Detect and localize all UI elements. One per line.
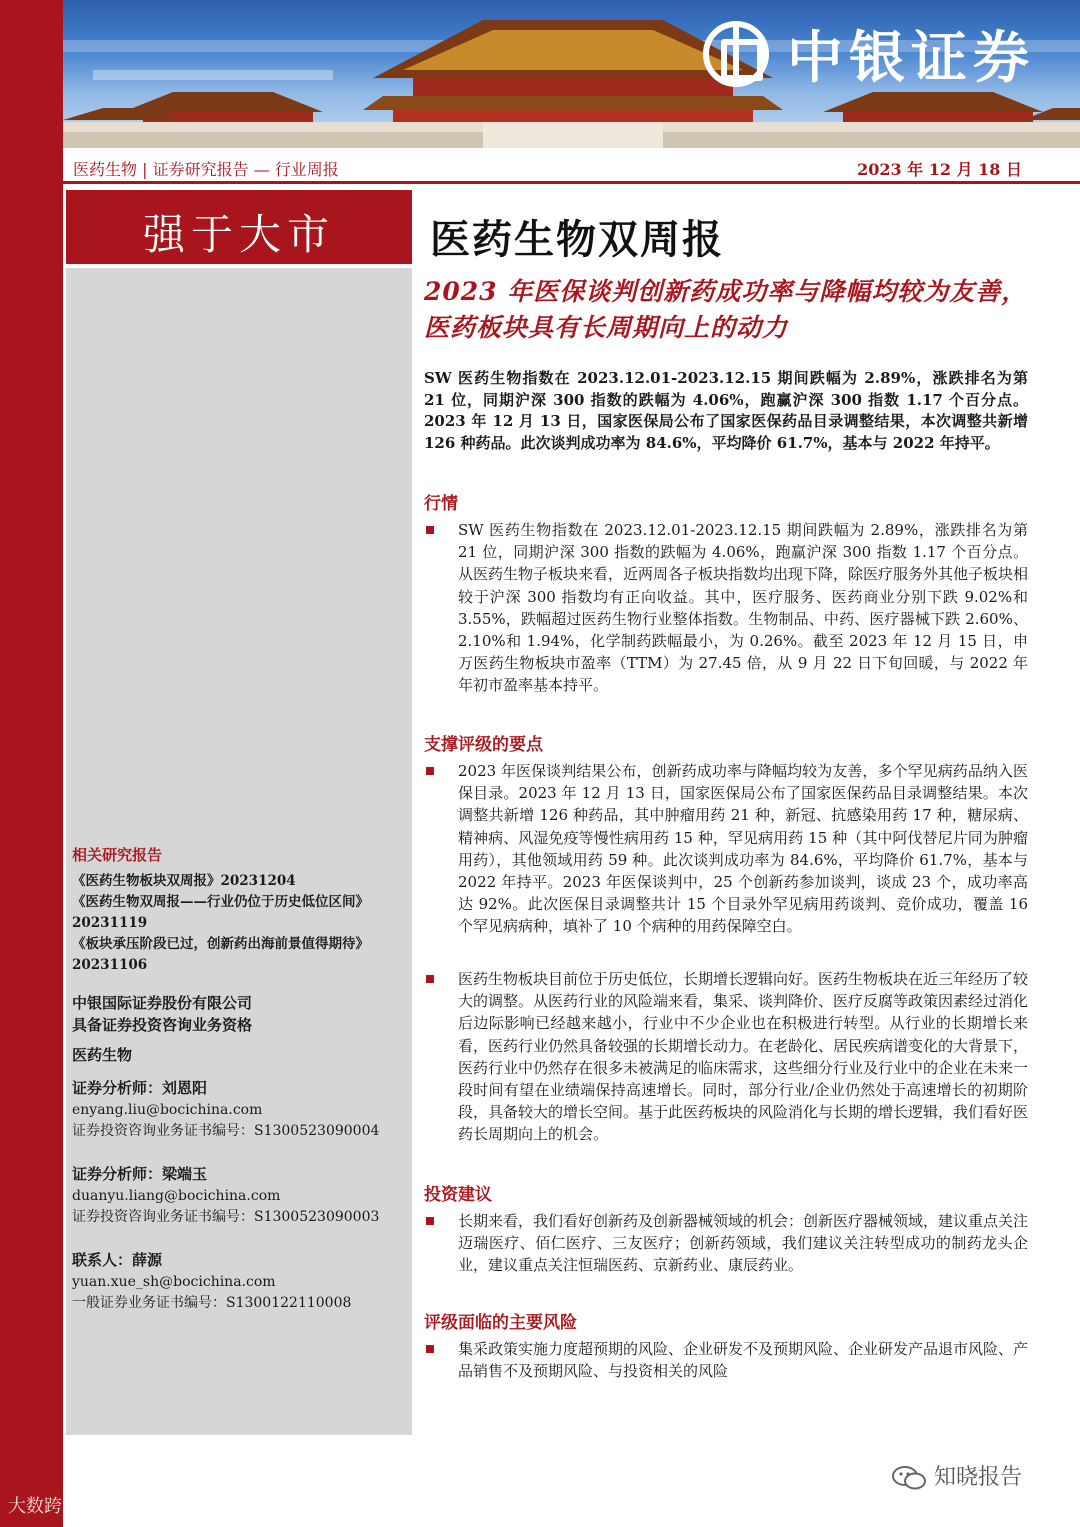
- risk-bullet: [424, 1338, 1028, 1382]
- bullet-square-icon: [426, 767, 434, 775]
- wechat-account: [892, 1460, 1022, 1491]
- contact-name: 联系人：薛源: [72, 1251, 163, 1269]
- report-subheader: [63, 150, 1080, 184]
- analyst-license: 证券投资咨询业务证书编号：S1300523090004: [72, 1123, 380, 1139]
- wechat-icon: [892, 1465, 926, 1491]
- market-bullet: [424, 519, 1028, 697]
- brand-logo: [703, 14, 1035, 94]
- company-qualification: 具备证券投资咨询业务资格: [72, 1016, 253, 1034]
- contact-email[interactable]: yuan.xue_sh@bocichina.com: [72, 1274, 276, 1290]
- bullet-square-icon: [426, 1217, 434, 1225]
- related-report-item[interactable]: 《板块承压阶段已过，创新药出海前景值得期待》20231106: [72, 936, 369, 973]
- brand-name: 中银证券: [787, 26, 1035, 91]
- support-bullet: [424, 968, 1028, 1146]
- report-subtitle: 2023 年医保谈判创新药成功率与降幅均较为友善，医药板块具有长周期向上的动力: [424, 277, 1028, 342]
- related-report-item[interactable]: 《医药生物双周报——行业仍位于历史低位区间》20231119: [72, 894, 369, 931]
- company-name: 中银国际证券股份有限公司: [72, 994, 253, 1012]
- bullet-text: 2023 年医保谈判结果公布，创新药成功率与降幅均较为友善，多个罕见病药品纳入医保目录。2023 年 12 月 13 日，国家医保局公布了国家医保药品目录调整结果。本次调整共新增 126 种药品，其中肿瘤用药 21 种，新冠、抗感染用药 17 种，糖尿病、精神病、风湿免疫等慢性病用药 15 种，罕见病用药 15 种（其中阿伐替尼片同为肿瘤用药），其他领域用药 59 种。此次谈判成功率为 84.6%，平均降价 61.7%，基本与 2022 年持平。2023 年医保谈判中，25 个创新药参加谈判，谈成 23 个，成功率高达 92%。此次医保目录调整共计 15 个目录外罕见病用药谈判、竞价成功，覆盖 16 个罕见病病种，填补了 10 个病种的用药保障空白。: [458, 762, 1028, 936]
- analyst-name: 证券分析师：梁端玉: [72, 1165, 208, 1183]
- bullet-text: 长期来看，我们看好创新药及创新器械领域的机会：创新医疗器械领域，建议重点关注迈瑞医疗、佰仁医疗、三友医疗；创新药领域，我们建议关注转型成功的制药龙头企业，建议重点关注恒瑞医药、京新药业、康辰药业。: [458, 1212, 1029, 1275]
- analyst-email[interactable]: enyang.liu@bocichina.com: [72, 1102, 263, 1118]
- support-bullet: [424, 760, 1028, 938]
- bullet-text: 集采政策实施力度超预期的风险、企业研发不及预期风险、企业研发产品退市风险、产品销售不及预期风险、与投资相关的风险: [458, 1340, 1029, 1381]
- report-title: 医药生物双周报: [430, 216, 724, 263]
- report-category: 医药生物 | 证券研究报告 — 行业周报: [73, 160, 339, 179]
- company-info: [72, 992, 252, 1036]
- analyst-block: [72, 1076, 408, 1142]
- wechat-name: 知晓报告: [934, 1465, 1023, 1490]
- bullet-square-icon: [426, 1345, 434, 1353]
- invest-bullet: [424, 1210, 1028, 1277]
- section-title-invest: 投资建议: [424, 1185, 492, 1205]
- related-report-item[interactable]: 《医药生物板块双周报》20231204: [72, 873, 296, 889]
- contact-block: [72, 1248, 408, 1314]
- contact-license: 一般证券业务证书编号：S1300122110008: [72, 1295, 352, 1311]
- bullet-square-icon: [426, 975, 434, 983]
- section-title-support: 支撑评级的要点: [424, 735, 543, 755]
- sector-label: 医药生物: [72, 1046, 133, 1064]
- rating-label: 强于大市: [142, 210, 335, 259]
- bullet-text: SW 医药生物指数在 2023.12.01-2023.12.15 期间跌幅为 2.89%，涨跌排名为第 21 位，同期沪深 300 指数的跌幅为 4.06%，跑赢沪深 300 指数 1.17 个百分点。从医药生物子板块来看，近两周各子板块指数均出现下降，除医疗服务外其他子板块相较于沪深 300 指数均有正向收益。其中，医疗服务、医药商业分别下跌 9.02%和 3.55%，跌幅超过医药生物行业整体指数。生物制品、中药、医疗器械下跌 2.60%、2.10%和 1.94%，化学制药跌幅最小，为 0.26%。截至 2023 年 12 月 15 日，申万医药生物板块市盈率（TTM）为 27.45 倍，从 9 月 22 日下旬回暖，与 2022 年年初市盈率基本持平。: [458, 521, 1029, 695]
- analyst-block: [72, 1162, 408, 1228]
- analyst-name: 证券分析师：刘恩阳: [72, 1079, 208, 1097]
- report-summary: SW 医药生物指数在 2023.12.01-2023.12.15 期间跌幅为 2.89%，涨跌排名为第 21 位，同期沪深 300 指数的跌幅为 4.06%，跑赢沪深 300 指数 1.17 个百分点。2023 年 12 月 13 日，国家医保局公布了国家医保药品目录调整结果，本次调整共新增 126 种药品。此次谈判成功率为 84.6%，平均降价 61.7%，基本与 2022 年持平。: [424, 369, 1028, 452]
- sidebar-panel: [66, 268, 412, 1435]
- section-title-risk: 评级面临的主要风险: [424, 1313, 577, 1333]
- header-banner: [63, 0, 1080, 148]
- bank-logo-icon: [703, 21, 769, 87]
- bullet-square-icon: [426, 526, 434, 534]
- related-reports-title: 相关研究报告: [72, 846, 163, 864]
- analyst-email[interactable]: duanyu.liang@bocichina.com: [72, 1188, 281, 1204]
- left-red-stripe: [0, 0, 63, 1527]
- watermark-text: 大数跨境: [8, 1496, 80, 1517]
- bullet-text: 医药生物板块目前位于历史低位，长期增长逻辑向好。医药生物板块在近三年经历了较大的调整。从医药行业的风险端来看，集采、谈判降价、医疗反腐等政策因素经过消化后边际影响已经越来越小，行业中不少企业也在积极进行转型。从行业的长期增长来看，医药行业仍然具备较强的长期增长动力。在老龄化、居民疾病谱变化的大背景下，医药行业中仍然存在很多未被满足的临床需求，这些细分行业及行业中的企业在未来一段时间有望在业绩端保持高速增长。同时，部分行业/企业仍然处于高速增长的初期阶段，具备较大的增长空间。基于此医药板块的风险消化与长期的增长逻辑，我们看好医药长周期向上的机会。: [458, 970, 1029, 1144]
- report-date: 2023 年 12 月 18 日: [857, 160, 1022, 179]
- section-title-market: 行情: [424, 494, 458, 514]
- rating-badge: [66, 190, 412, 264]
- related-reports: [72, 844, 408, 976]
- analyst-license: 证券投资咨询业务证书编号：S1300523090003: [72, 1209, 380, 1225]
